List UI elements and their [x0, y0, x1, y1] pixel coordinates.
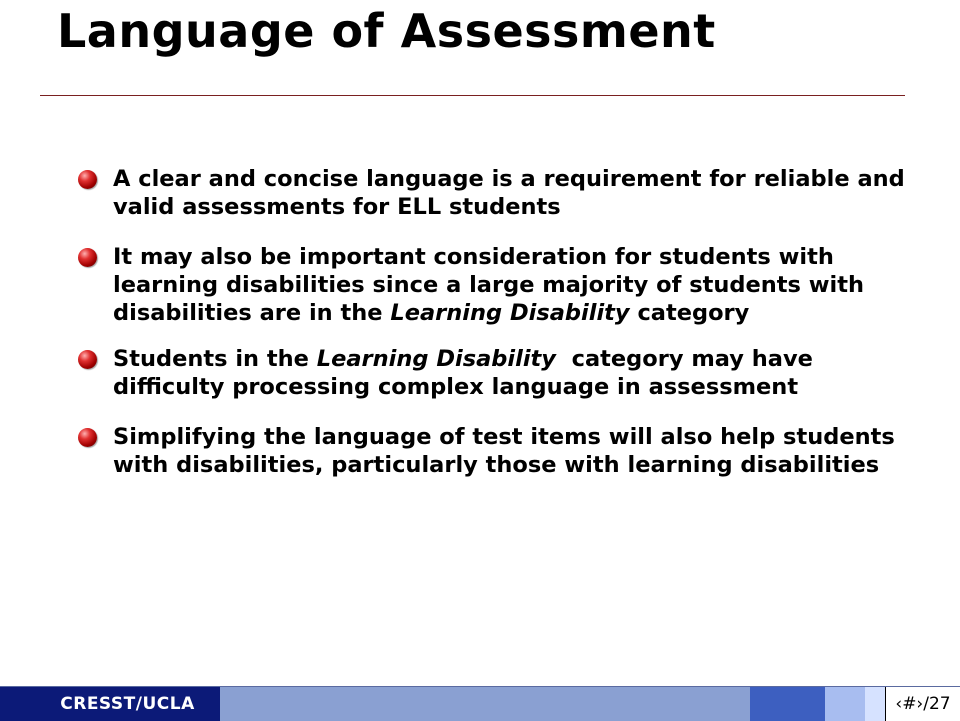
bullet-item: [0, 345, 960, 401]
bullet-sphere-icon: [78, 428, 97, 447]
bullet-item: [0, 243, 960, 327]
slide-number: ‹#›/27: [885, 687, 960, 721]
bullet-text-part: Students in the: [113, 346, 317, 372]
bullet-text-italic: Learning Disability: [316, 346, 556, 372]
footer-segment: [220, 687, 750, 721]
bullet-item: [0, 423, 960, 479]
bullet-text-part: It may also be important consideration for students with learning disabilities since a large majority of students with disabilities are in the: [113, 244, 865, 326]
footer-segment: [825, 687, 865, 721]
bullet-text: [113, 166, 905, 220]
bullet-list: [0, 165, 960, 497]
bullet-text: [113, 244, 864, 326]
bullet-sphere-icon: [78, 350, 97, 369]
title-divider: [40, 95, 905, 96]
footer-segment: [865, 687, 885, 721]
footer-label: CRESST/UCLA: [35, 687, 220, 721]
footer-bar: [0, 686, 960, 721]
footer-segment: [750, 687, 825, 721]
bullet-text-part: Simplifying the language of test items will also help students with disabilities, particularly those with learning disabilities: [113, 424, 895, 478]
bullet-text-italic: Learning Disability: [390, 300, 630, 326]
footer-segment: [0, 687, 35, 721]
bullet-text-part: category may have difficulty processing complex language in assessment: [113, 346, 821, 400]
bullet-text-part: category: [629, 300, 750, 326]
bullet-text-part: A clear and concise language is a requirement for reliable and valid assessments for ELL students: [113, 166, 905, 220]
bullet-text: [113, 424, 895, 478]
bullet-text: [113, 346, 821, 400]
bullet-item: [0, 165, 960, 221]
bullet-sphere-icon: [78, 248, 97, 267]
bullet-sphere-icon: [78, 170, 97, 189]
slide-title: Language of Assessment: [57, 4, 716, 58]
